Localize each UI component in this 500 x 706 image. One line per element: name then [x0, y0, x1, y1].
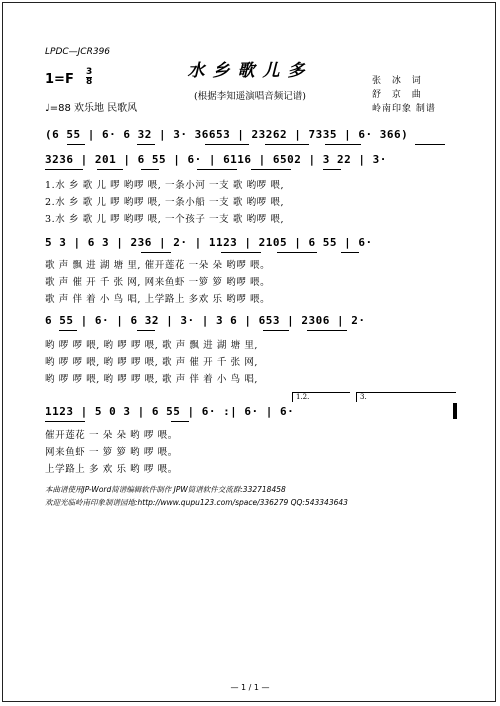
tempo-marking: ♩=88 欢乐地 民歌风 [45, 103, 138, 114]
beam-line [97, 169, 123, 170]
time-signature-top: 3 [86, 67, 93, 77]
beam-line [141, 252, 171, 253]
lyric-line: 网来鱼虾 一 箩 箩 哟 啰 喂。 [45, 447, 178, 458]
score-system-4 [45, 314, 457, 332]
volta-bracket-1 [292, 392, 350, 402]
footer-credit-line: 本曲谱使用JP-Word简谱编辑软件制作 JPW简谱软件交流群:332718458 [45, 485, 286, 494]
score-system-1 [45, 128, 457, 146]
beam-line [59, 330, 77, 331]
beam-line [45, 169, 83, 170]
beam-line [265, 144, 309, 145]
beam-line [307, 330, 347, 331]
beam-line [323, 169, 341, 170]
beam-line [341, 252, 359, 253]
page-number: — 1 / 1 — [230, 683, 270, 692]
footer-website-line: 欢迎光临岭南印象制谱园地:http://www.qupu123.com/space/336279 QQ:543343643 [45, 498, 348, 507]
beam-line [197, 169, 237, 170]
notation-line: 1123 | 5 0 3 | 6 55 | 6· :| 6· | 6· [45, 405, 295, 418]
song-title: 水乡歌儿多 [187, 61, 313, 81]
lyric-line: 哟 啰 啰 喂, 哟 啰 啰 喂, 歌 声 飘 进 湖 塘 里, [45, 340, 259, 351]
time-signature [86, 68, 92, 87]
final-barline [453, 403, 457, 419]
beam-line [141, 169, 159, 170]
notation-line: (6 55 | 6· 6 32 | 3· 36653 | 23262 | 7335 | 6· 366) [45, 128, 409, 141]
notation-line: 6 55 | 6· | 6 32 | 3· | 3 6 | 653 | 2306 | 2· [45, 314, 366, 327]
lyric-line: 哟 啰 啰 喂, 哟 啰 啰 喂, 歌 声 伴 着 小 鸟 唱, [45, 374, 259, 385]
beam-line [251, 169, 291, 170]
score-system-3 [45, 236, 457, 254]
lyric-line: 歌 声 飘 进 湖 塘 里, 催开莲花 一朵 朵 哟啰 喂。 [45, 260, 271, 271]
lyric-line: 3.水 乡 歌 儿 啰 哟啰 喂, 一个孩子 一支 歌 哟啰 喂, [45, 214, 285, 225]
beam-line [137, 330, 155, 331]
lyricist-credit: 张 冰 词 [372, 76, 425, 86]
beam-line [67, 144, 85, 145]
beam-line [263, 330, 289, 331]
lyric-line: 1.水 乡 歌 儿 啰 哟啰 喂, 一条小河 一支 歌 哟啰 喂, [45, 180, 285, 191]
volta-label: 3. [360, 393, 367, 401]
score-code: LPDC—JCR396 [45, 47, 111, 57]
beam-line [205, 144, 249, 145]
volta-label: 1.2. [296, 393, 310, 401]
key-signature: 1=F [45, 72, 74, 87]
arranger-credit: 岭南印象 制谱 [372, 104, 436, 114]
beam-line [277, 252, 317, 253]
notation-line: 5 3 | 6 3 | 236 | 2· | 1123 | 2105 | 6 55 | 6· [45, 236, 373, 249]
lyric-line: 哟 啰 啰 喂, 哟 啰 啰 喂, 歌 声 催 开 千 张 网, [45, 357, 259, 368]
lyric-line: 上学路上 多 欢 乐 哟 啰 喂。 [45, 464, 178, 475]
beam-line [415, 144, 445, 145]
song-subtitle: (根据李知遥演唱音频记谱) [194, 91, 306, 102]
time-signature-bottom: 8 [86, 77, 93, 87]
beam-line [45, 421, 85, 422]
beam-line [171, 421, 189, 422]
beam-line [221, 252, 261, 253]
score-system-5 [45, 405, 457, 423]
lyric-line: 2.水 乡 歌 儿 啰 哟啰 喂, 一条小船 一支 歌 哟啰 喂, [45, 197, 285, 208]
beam-line [325, 144, 361, 145]
volta-bracket-2 [356, 392, 456, 402]
notation-line: 3236 | 201 | 6 55 | 6· | 6116 | 6502 | 3 22 | 3· [45, 153, 387, 166]
lyric-line: 催开莲花 一 朵 朵 哟 啰 喂。 [45, 430, 178, 441]
score-system-2 [45, 153, 457, 171]
lyric-line: 歌 声 伴 着 小 鸟 唱, 上学路上 多欢 乐 哟啰 喂。 [45, 294, 271, 305]
composer-credit: 舒 京 曲 [372, 90, 425, 100]
beam-line [137, 144, 155, 145]
lyric-line: 歌 声 催 开 千 张 网, 网来鱼虾 一箩 箩 哟啰 喂。 [45, 277, 271, 288]
